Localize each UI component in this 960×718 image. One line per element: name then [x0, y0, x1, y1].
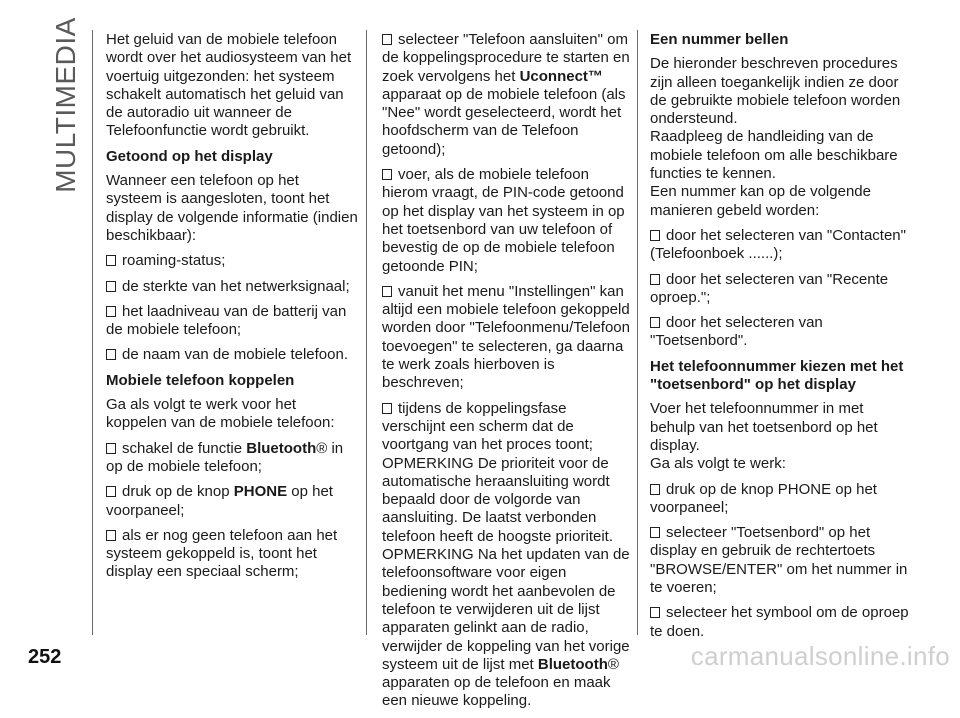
- bullet-item: de naam van de mobiele telefoon.: [106, 346, 358, 364]
- page-number: 252: [28, 646, 62, 668]
- note-2: OPMERKING Na het updaten van de telefoonsoftware voor eigen bediening wordt het aanbevolen de telefoon te verwijderen uit de lijst apparaten gelinkt aan de radio, verwijder de koppeling van het vorige systeem uit de lijst met Bluetooth® apparaten op de telefoon en maak een nieuwe koppeling.: [382, 546, 630, 710]
- bullet-icon: [382, 286, 392, 297]
- bullet-icon: [106, 306, 116, 317]
- bullet-item: voer, als de mobiele telefoon hierom vraagt, de PIN-code getoond op het display van het systeem in op het toetsenbord van uw telefoon of bevestig de op de mobiele telefoon getoonde PIN;: [382, 166, 625, 275]
- bullet-item: selecteer het symbool om de oproep te doen.: [650, 604, 909, 640]
- pair-intro: Ga als volgt te werk voor het koppelen van de mobiele telefoon:: [106, 396, 335, 432]
- call-paragraph-3: Een nummer kan op de volgende manieren gebeld worden:: [650, 183, 871, 219]
- bullet-icon: [650, 274, 660, 285]
- note-1: OPMERKING De prioriteit voor de automatische heraansluiting wordt bepaald door de volgorde van aansluiting. De laatst verbonden telefoon heeft de hoogste prioriteit.: [382, 454, 613, 545]
- bullet-icon: [106, 486, 116, 497]
- heading-pair: Mobiele telefoon koppelen: [106, 371, 295, 389]
- bullet-item: tijdens de koppelingsfase verschijnt een scherm dat de voortgang van het proces toont;: [382, 399, 593, 454]
- call-paragraph-2: Raadpleeg de handleiding van de mobiele telefoon om alle beschikbare functies te kennen.: [650, 128, 898, 183]
- bullet-icon: [106, 530, 116, 541]
- bullet-icon: [106, 255, 116, 266]
- bullet-item: selecteer "Toetsenbord" op het display en gebruik de rechtertoets "BROWSE/ENTER" om het nummer in te voeren;: [650, 524, 908, 597]
- section-tab: [46, 17, 86, 193]
- bullet-item: roaming-status;: [106, 252, 358, 270]
- bullet-item: door het selecteren van "Contacten" (Telefoonboek ......);: [650, 226, 906, 263]
- intro-paragraph: Het geluid van de mobiele telefoon wordt over het audiosysteem van het voertuig uitgezonden: het systeem schakelt automatisch het geluid van de autoradio uit wanneer de Telefoonfunctie wordt gebruikt.: [106, 31, 352, 140]
- column-2: [382, 31, 630, 718]
- column-1: [106, 31, 358, 589]
- bullet-item: druk op de knop PHONE op het voorpaneel;: [650, 480, 877, 516]
- bullet-icon: [106, 349, 116, 360]
- bullet-icon: [650, 230, 660, 241]
- bullet-icon: [650, 527, 660, 538]
- bullet-item: selecteer "Telefoon aansluiten" om de koppelingsprocedure te starten en zoek vervolgens het Uconnect™ apparaat op de mobiele telefoon (als "Nee" wordt geselecteerd, wordt het hoofdscherm van de Telefoon getoond);: [382, 31, 630, 158]
- bullet-item: als er nog geen telefoon aan het systeem gekoppeld is, toont het display een speciaal scherm;: [106, 526, 338, 581]
- heading-display: Getoond op het display: [106, 147, 273, 165]
- bullet-item: vanuit het menu "Instellingen" kan altijd een mobiele telefoon gekoppeld worden door "Telefoonmenu/Telefoon toevoegen" te selecteren, ga daarna te werk zoals hierboven is beschreven;: [382, 282, 630, 392]
- bullet-item: de sterkte van het netwerksignaal;: [106, 278, 358, 296]
- bullet-icon: [650, 484, 660, 495]
- bullet-icon: [382, 34, 392, 45]
- section-tab-label: MULTIMEDIA: [50, 17, 82, 193]
- column-3: [650, 31, 912, 648]
- bullet-icon: [650, 317, 660, 328]
- column-divider-2: [637, 30, 638, 635]
- dial-paragraph-1: Voer het telefoonnummer in met behulp van het toetsenbord op het display.: [650, 400, 878, 454]
- bullet-icon: [382, 169, 392, 180]
- dial-paragraph-2: Ga als volgt te werk:: [650, 455, 786, 473]
- bullet-icon: [382, 403, 392, 414]
- bullet-item: door het selecteren van "Toetsenbord".: [650, 314, 823, 350]
- margin-divider: [92, 30, 93, 635]
- bullet-item: schakel de functie Bluetooth® in op de mobiele telefoon;: [106, 439, 344, 475]
- bullet-icon: [106, 281, 116, 292]
- display-intro: Wanneer een telefoon op het systeem is aangesloten, toont het display de volgende informatie (indien beschikbaar):: [106, 172, 358, 244]
- call-paragraph-1: De hieronder beschreven procedures zijn alleen toegankelijk indien ze door de gebruikte mobiele telefoon worden ondersteund.: [650, 55, 901, 128]
- column-divider-1: [366, 30, 367, 635]
- heading-dial: Het telefoonnummer kiezen met het "toetsenbord" op het display: [650, 357, 904, 394]
- bullet-icon: [106, 443, 116, 454]
- bullet-item: druk op de knop PHONE op het voorpaneel;: [106, 483, 333, 519]
- watermark: carmanualsonline.info: [690, 641, 950, 671]
- bullet-item: door het selecteren van "Recente oproep.";: [650, 270, 889, 306]
- bullet-item: het laadniveau van de batterij van de mobiele telefoon;: [106, 302, 347, 339]
- bullet-icon: [650, 607, 660, 618]
- heading-call: Een nummer bellen: [650, 31, 789, 48]
